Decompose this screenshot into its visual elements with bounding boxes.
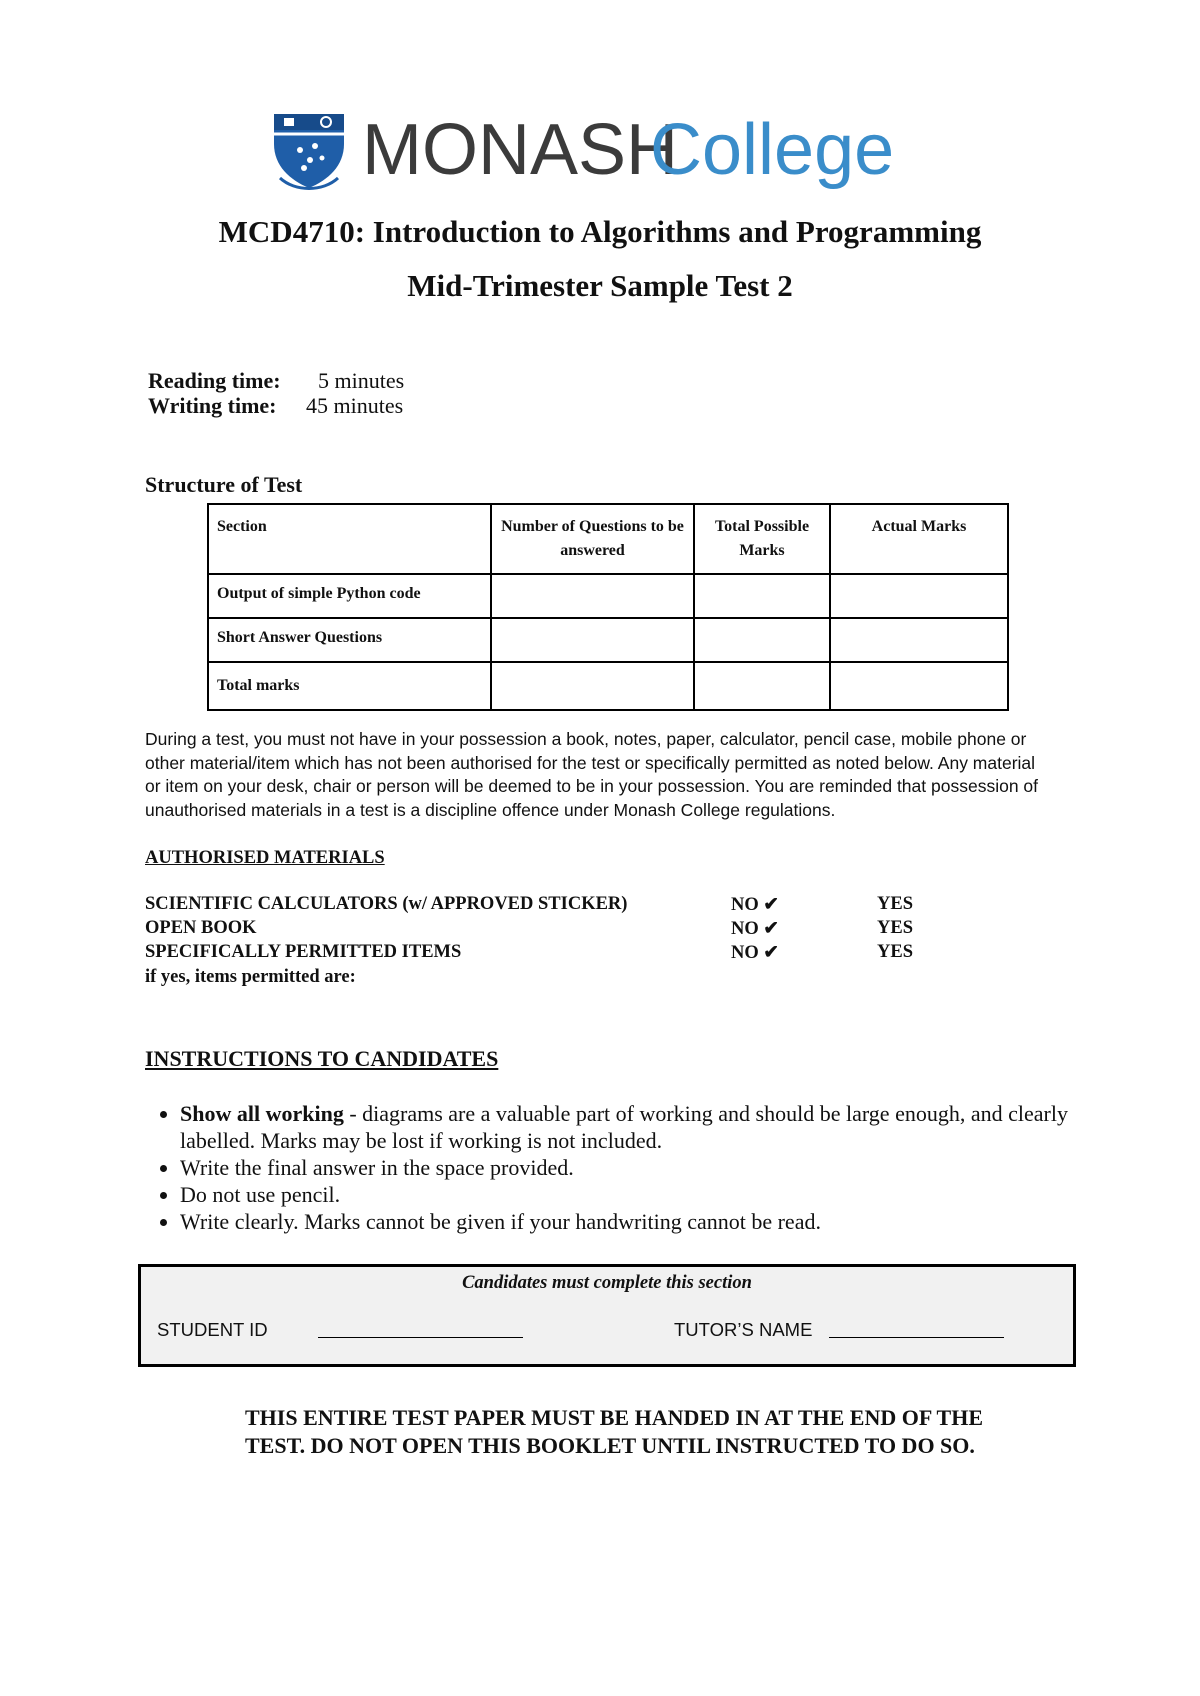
reading-time-row	[148, 368, 404, 394]
writing-time-value: 45 minutes	[306, 393, 404, 418]
authorised-item-label: SCIENTIFIC CALCULATORS (w/ APPROVED STICKER)	[145, 894, 628, 914]
authorised-item-yes: YES	[877, 942, 913, 962]
authorised-item	[145, 918, 1045, 942]
hand-in-notice-line-2: TEST. DO NOT OPEN THIS BOOKLET UNTIL INSTRUCTED TO DO SO.	[245, 1433, 975, 1458]
crest-icon	[274, 114, 344, 189]
table-cell	[491, 662, 694, 710]
instruction-emphasis: Show all working	[180, 1101, 344, 1126]
candidate-section-caption: Candidates must complete this section	[462, 1273, 752, 1293]
student-id-label: STUDENT ID	[157, 1319, 268, 1340]
column-header-possible-marks: Total Possible Marks	[694, 504, 830, 574]
table-row	[208, 574, 1008, 618]
authorised-item	[145, 894, 1045, 918]
structure-header-row	[208, 504, 1008, 574]
table-cell	[830, 662, 1008, 710]
column-header-questions: Number of Questions to be answered	[491, 504, 694, 574]
authorised-item-yes: YES	[877, 918, 913, 938]
monash-college-logo	[270, 108, 950, 198]
table-cell	[491, 574, 694, 618]
logo-graphic	[270, 108, 950, 198]
candidate-section-box	[138, 1264, 1076, 1367]
list-item	[180, 1100, 1080, 1154]
table-cell-section: Output of simple Python code	[208, 574, 491, 618]
instructions-list	[145, 1100, 1080, 1235]
table-cell	[694, 662, 830, 710]
instructions-heading: INSTRUCTIONS TO CANDIDATES	[145, 1046, 499, 1071]
table-cell	[830, 574, 1008, 618]
authorised-item-label: OPEN BOOK	[145, 918, 257, 938]
possession-notice: During a test, you must not have in your possession a book, notes, paper, calculator, pencil case, mobile phone or other material/item which has not been authorised for the test or specifically permitted as noted below. Any material or item on your desk, chair or person will be deemed to be in your possession. You are reminded that possession of unauthorised materials in a test is a discipline offence under Monash College regulations.	[145, 729, 1039, 820]
student-id-field[interactable]	[318, 1337, 523, 1338]
test-title: Mid-Trimester Sample Test 2	[407, 268, 793, 303]
instruction-text: - diagrams are a valuable part of working and should be large enough, and clearly labelled. Marks may be lost if working is not included.	[180, 1101, 1068, 1153]
table-cell	[694, 618, 830, 662]
authorised-item	[145, 942, 1045, 966]
structure-heading: Structure of Test	[145, 472, 303, 497]
tutor-name-label: TUTOR’S NAME	[674, 1319, 813, 1340]
column-header-section: Section	[208, 504, 491, 574]
reading-time-value: 5 minutes	[318, 368, 405, 393]
writing-time-row	[148, 393, 403, 419]
column-header-actual-marks: Actual Marks	[830, 504, 1008, 574]
authorised-materials-heading: AUTHORISED MATERIALS	[145, 848, 385, 868]
table-cell	[694, 574, 830, 618]
permitted-items-prompt: if yes, items permitted are:	[145, 967, 356, 987]
tutor-name-field[interactable]	[829, 1337, 1004, 1338]
hand-in-notice	[245, 1404, 1107, 1460]
hand-in-notice-line-1: THIS ENTIRE TEST PAPER MUST BE HANDED IN AT THE END OF THE	[245, 1405, 984, 1430]
writing-time-label: Writing time:	[148, 393, 277, 418]
logo-subbrand: College	[650, 110, 895, 190]
table-cell	[830, 618, 1008, 662]
course-title: MCD4710: Introduction to Algorithms and Programming	[218, 214, 982, 249]
list-item: • Do not use pencil.	[180, 1181, 1080, 1208]
table-cell-section: Total marks	[208, 662, 491, 710]
reading-time-label: Reading time:	[148, 368, 281, 393]
authorised-item-label: SPECIFICALLY PERMITTED ITEMS	[145, 942, 462, 962]
table-row	[208, 618, 1008, 662]
authorised-item-no: NO ✔	[731, 919, 779, 939]
structure-table	[207, 503, 1009, 711]
table-row	[208, 662, 1008, 710]
list-item: • Write the final answer in the space provided.	[180, 1154, 1080, 1181]
list-item: • Write clearly. Marks cannot be given if your handwriting cannot be read.	[180, 1208, 1080, 1235]
authorised-item-yes: YES	[877, 894, 913, 914]
authorised-item-no: NO ✔	[731, 895, 779, 915]
table-cell	[491, 618, 694, 662]
logo-brand: MONASH	[362, 110, 679, 190]
table-cell-section: Short Answer Questions	[208, 618, 491, 662]
authorised-item-no: NO ✔	[731, 943, 779, 963]
